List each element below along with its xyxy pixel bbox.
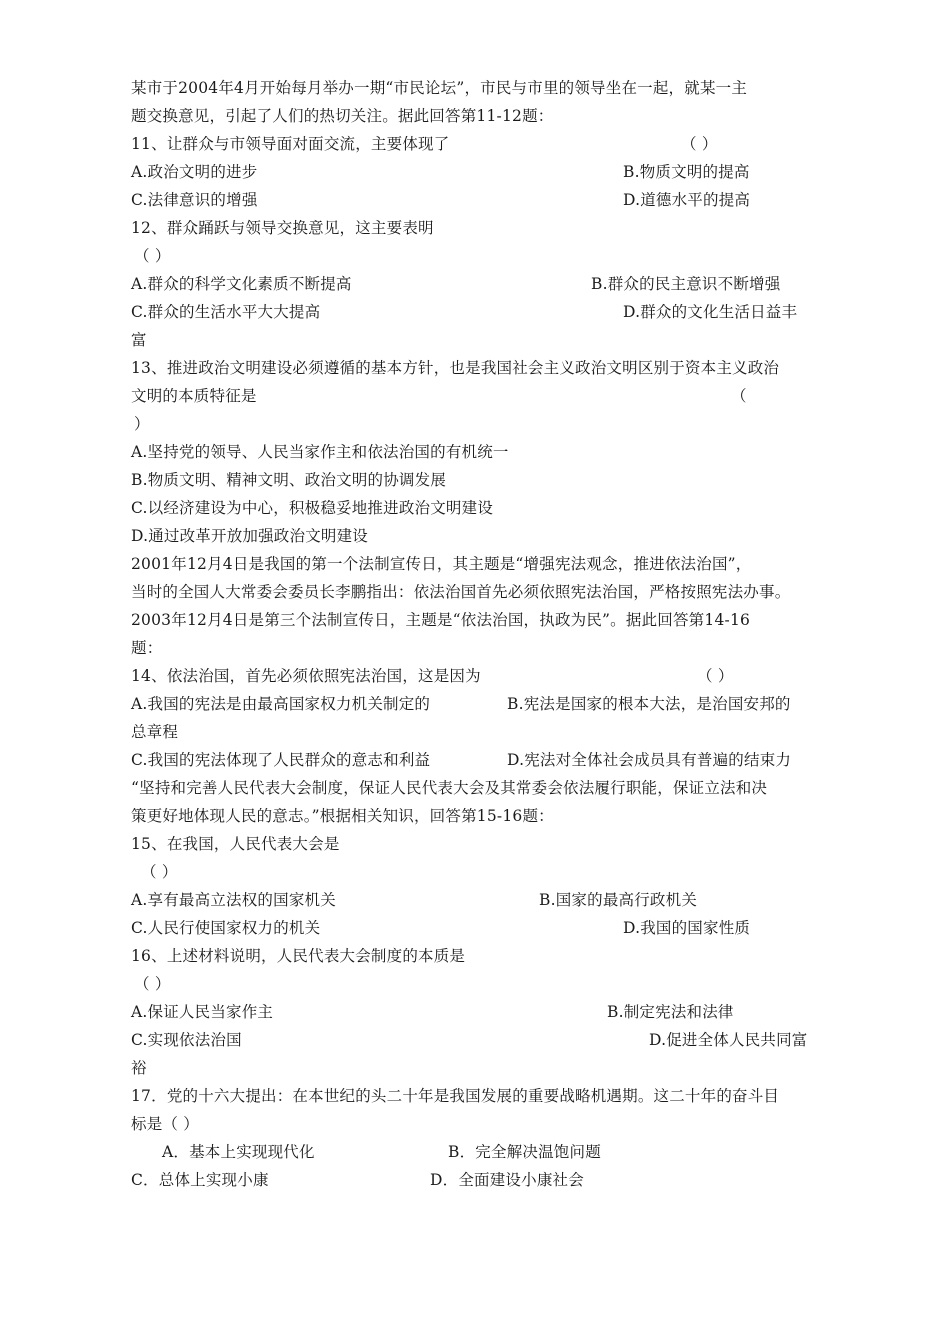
question-14-option-c: C.我国的宪法体现了人民群众的意志和利益 <box>131 751 431 769</box>
intro-passage-line: 策更好地体现人民的意志。”根据相关知识，回答第15-16题： <box>131 807 554 825</box>
question-11-option-c: C.法律意识的增强 <box>131 191 258 209</box>
question-16-option-c: C.实现依法治国 <box>131 1031 242 1049</box>
intro-passage-line: 题： <box>131 639 163 657</box>
question-14-stem: 14、依法治国，首先必须依照宪法治国，这是因为 <box>131 667 481 685</box>
question-14-option-d: D.宪法对全体社会成员具有普遍的结束力 <box>507 751 792 769</box>
question-12-option-c: C.群众的生活水平大大提高 <box>131 303 321 321</box>
intro-passage-line: “坚持和完善人民代表大会制度，保证人民代表大会及其常委会依法履行职能，保证立法和决 <box>131 779 768 797</box>
question-15-answer-blank: （ ） <box>141 863 178 881</box>
question-16-option-d-wrap: 裕 <box>131 1059 147 1077</box>
question-13-option-c: C.以经济建设为中心，积极稳妥地推进政治文明建设 <box>131 499 494 517</box>
question-17-stem: 17．党的十六大提出：在本世纪的头二十年是我国发展的重要战略机遇期。这二十年的奋斗目 <box>131 1087 780 1105</box>
question-17-stem: 标是（ ） <box>131 1115 199 1133</box>
question-13-stem: 13、推进政治文明建设必须遵循的基本方针，也是我国社会主义政治文明区别于资本主义政治 <box>131 359 780 377</box>
question-17-option-d: D．全面建设小康社会 <box>430 1171 584 1189</box>
question-13-option-d: D.通过改革开放加强政治文明建设 <box>131 527 369 545</box>
question-15-stem: 15、在我国，人民代表大会是 <box>131 835 340 853</box>
question-12-option-a: A.群众的科学文化素质不断提高 <box>131 275 352 293</box>
question-15-option-b: B.国家的最高行政机关 <box>539 891 698 909</box>
intro-passage-line: 2001年12月4日是我国的第一个法制宣传日，其主题是“增强宪法观念，推进依法治国”， <box>131 555 752 573</box>
question-11-option-d: D.道德水平的提高 <box>623 191 751 209</box>
question-13-stem: 文明的本质特征是 <box>131 387 257 405</box>
question-13-option-b: B.物质文明、精神文明、政治文明的协调发展 <box>131 471 447 489</box>
question-12-option-d-wrap: 富 <box>131 331 147 349</box>
question-11-option-b: B.物质文明的提高 <box>623 163 750 181</box>
question-16-option-a: A.保证人民当家作主 <box>131 1003 274 1021</box>
question-14-option-b: B.宪法是国家的根本大法，是治国安邦的 <box>507 695 791 713</box>
question-16-answer-blank: （ ） <box>134 975 171 993</box>
intro-passage-line: 2003年12月4日是第三个法制宣传日，主题是“依法治国，执政为民”。据此回答第14-16 <box>131 611 751 629</box>
question-17-option-a: A．基本上实现现代化 <box>162 1143 315 1161</box>
question-17-option-b: B．完全解决温饱问题 <box>448 1143 601 1161</box>
question-12-option-b: B.群众的民主意识不断增强 <box>591 275 781 293</box>
question-14-answer-blank: （ ） <box>697 667 734 685</box>
question-11-stem: 11、让群众与市领导面对面交流，主要体现了 <box>131 135 450 153</box>
intro-passage-line: 题交换意见，引起了人们的热切关注。据此回答第11-12题： <box>131 107 554 125</box>
question-16-option-d: D.促进全体人民共同富 <box>649 1031 808 1049</box>
question-12-option-d: D.群众的文化生活日益丰 <box>623 303 798 321</box>
question-15-option-d: D.我国的国家性质 <box>623 919 751 937</box>
intro-passage-line: 某市于2004年4月开始每月举办一期“市民论坛”，市民与市里的领导坐在一起，就某一主 <box>131 79 748 97</box>
question-16-option-b: B.制定宪法和法律 <box>607 1003 734 1021</box>
question-14-option-b-wrap: 总章程 <box>131 723 179 741</box>
question-12-answer-blank: （ ） <box>134 247 171 265</box>
question-13-answer-blank: ） <box>134 415 150 433</box>
question-17-option-c: C．总体上实现小康 <box>131 1171 269 1189</box>
question-15-option-a: A.享有最高立法权的国家机关 <box>131 891 336 909</box>
question-12-stem: 12、群众踊跃与领导交换意见，这主要表明 <box>131 219 434 237</box>
question-13-answer-blank: （ <box>731 387 747 405</box>
question-11-option-a: A.政治文明的进步 <box>131 163 258 181</box>
question-11-answer-blank: （ ） <box>681 135 718 153</box>
question-16-stem: 16、上述材料说明，人民代表大会制度的本质是 <box>131 947 466 965</box>
question-13-option-a: A.坚持党的领导、人民当家作主和依法治国的有机统一 <box>131 443 509 461</box>
question-14-option-a: A.我国的宪法是由最高国家权力机关制定的 <box>131 695 431 713</box>
intro-passage-line: 当时的全国人大常委会委员长李鹏指出：依法治国首先必须依照宪法治国，严格按照宪法办事。 <box>131 583 791 601</box>
question-15-option-c: C.人民行使国家权力的机关 <box>131 919 321 937</box>
